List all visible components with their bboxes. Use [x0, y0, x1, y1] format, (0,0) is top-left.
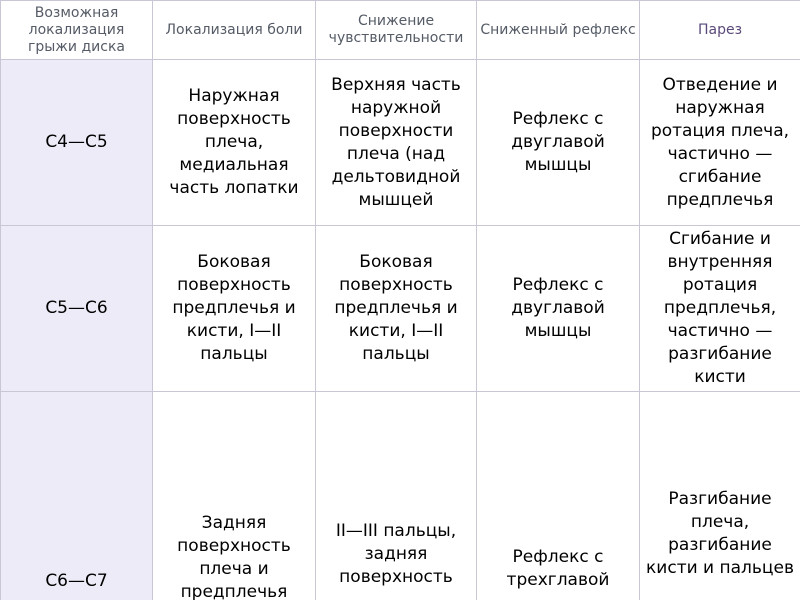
- header-row: [1, 1, 800, 60]
- reflex-cell: Рефлекс с двуглавой мышцы: [477, 60, 640, 226]
- pain-cell: Наружная поверхность плеча, медиальная часть лопатки: [153, 60, 316, 226]
- sensation-cell-wrap: [316, 392, 477, 600]
- table-row: [1, 226, 800, 392]
- header-hernia-localization: Возможная локализация грыжи диска: [1, 1, 153, 60]
- pain-cell: Задняя поверхность плеча и предплечья: [177, 513, 291, 600]
- paresis-cell: Сгибание и внутренняя ротация предплечья, частично — разгибание кисти: [640, 226, 800, 392]
- paresis-cell: Разгибание плеча, разгибание кисти и пальцев: [646, 489, 794, 578]
- reflex-cell-wrap: [477, 392, 640, 600]
- level-cell: C6—C7: [45, 571, 108, 591]
- header-pain-localization: Локализация боли: [153, 1, 316, 60]
- paresis-cell: Отведение и наружная ротация плеча, частично — сгибание предплечья: [640, 60, 800, 226]
- table-row: [1, 60, 800, 226]
- sensation-cell: II—III пальцы, задняя поверхность: [335, 521, 457, 587]
- pain-cell-wrap: [153, 392, 316, 600]
- reflex-cell: Рефлекс с двуглавой мышцы: [477, 226, 640, 392]
- pain-cell: Боковая поверхность предплечья и кисти, I—II пальцы: [153, 226, 316, 392]
- table-row: [1, 392, 800, 600]
- sensation-cell: Верхняя часть наружной поверхности плеча (над дельтовидной мышцей: [316, 60, 477, 226]
- level-cell: C5—C6: [1, 226, 153, 392]
- reflex-cell: Рефлекс с трехглавой: [506, 547, 610, 590]
- level-cell-wrap: [1, 392, 153, 600]
- paresis-cell-wrap: [640, 392, 800, 600]
- level-cell: C4—C5: [1, 60, 153, 226]
- header-reduced-reflex: Сниженный рефлекс: [477, 1, 640, 60]
- header-paresis: Парез: [640, 1, 800, 60]
- header-sensation-decrease: Снижение чувствительности: [316, 1, 477, 60]
- sensation-cell: Боковая поверхность предплечья и кисти, I—II пальцы: [316, 226, 477, 392]
